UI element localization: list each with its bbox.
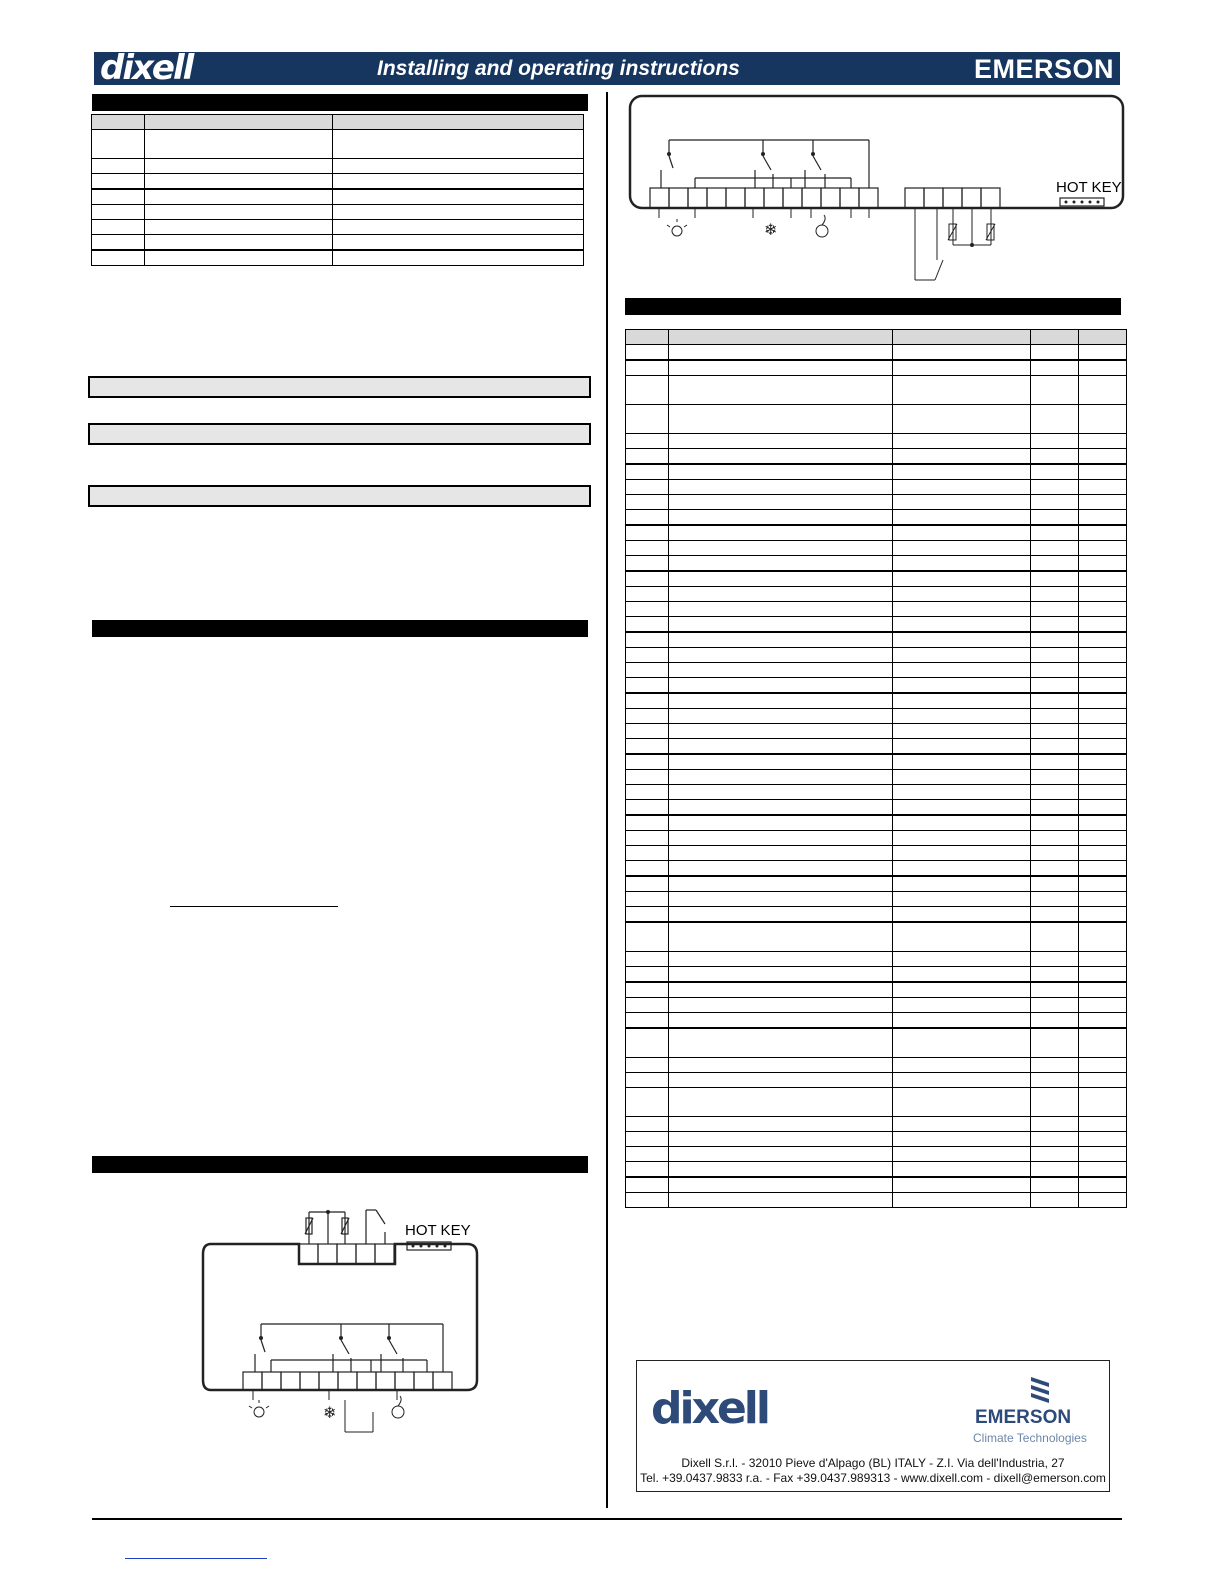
section-header-bar [625, 298, 1121, 315]
light-icon [249, 1400, 269, 1417]
snowflake-icon: ❄ [764, 222, 778, 239]
snowflake-icon: ❄ [323, 1405, 337, 1422]
wiring-diagram-bottom [195, 1200, 495, 1440]
company-logo-box [636, 1360, 1110, 1492]
fan-icon [816, 215, 828, 237]
emerson-logo: EMERSON [975, 1407, 1072, 1428]
footer-link-underline[interactable] [125, 1558, 267, 1559]
address-line: Dixell S.r.l. - 32010 Pieve d'Alpago (BL) ITALY - Z.I. Via dell'Industria, 27 [681, 1456, 1065, 1470]
wiring-diagram-top [625, 90, 1130, 285]
tagline: Climate Technologies [973, 1431, 1087, 1445]
dixell-logo: dixell [100, 48, 193, 88]
section-header-bar [92, 94, 588, 111]
grey-section-bar [88, 376, 591, 398]
grey-section-bar [88, 485, 591, 507]
left-table [91, 114, 584, 266]
contact-line: Tel. +39.0437.9833 r.a. - Fax +39.0437.989313 - www.dixell.com - dixell@emerson.com [640, 1471, 1106, 1485]
column-divider [606, 92, 608, 1508]
fan-icon [392, 1396, 404, 1418]
emerson-logo: EMERSON [973, 54, 1114, 84]
grey-section-bar [88, 423, 591, 445]
page-title: Installing and operating instructions [377, 57, 740, 80]
section-header-bar [92, 1156, 588, 1173]
underline-mark [170, 906, 338, 907]
header-banner [94, 48, 1120, 88]
hot-key-label: HOT KEY [405, 1222, 471, 1239]
hot-key-label: HOT KEY [1056, 179, 1122, 196]
section-header-bar [92, 620, 588, 637]
parameter-table [625, 329, 1127, 1208]
dixell-logo: dixell [651, 1383, 768, 1434]
footer-rule [92, 1518, 1122, 1520]
light-icon [667, 219, 687, 236]
